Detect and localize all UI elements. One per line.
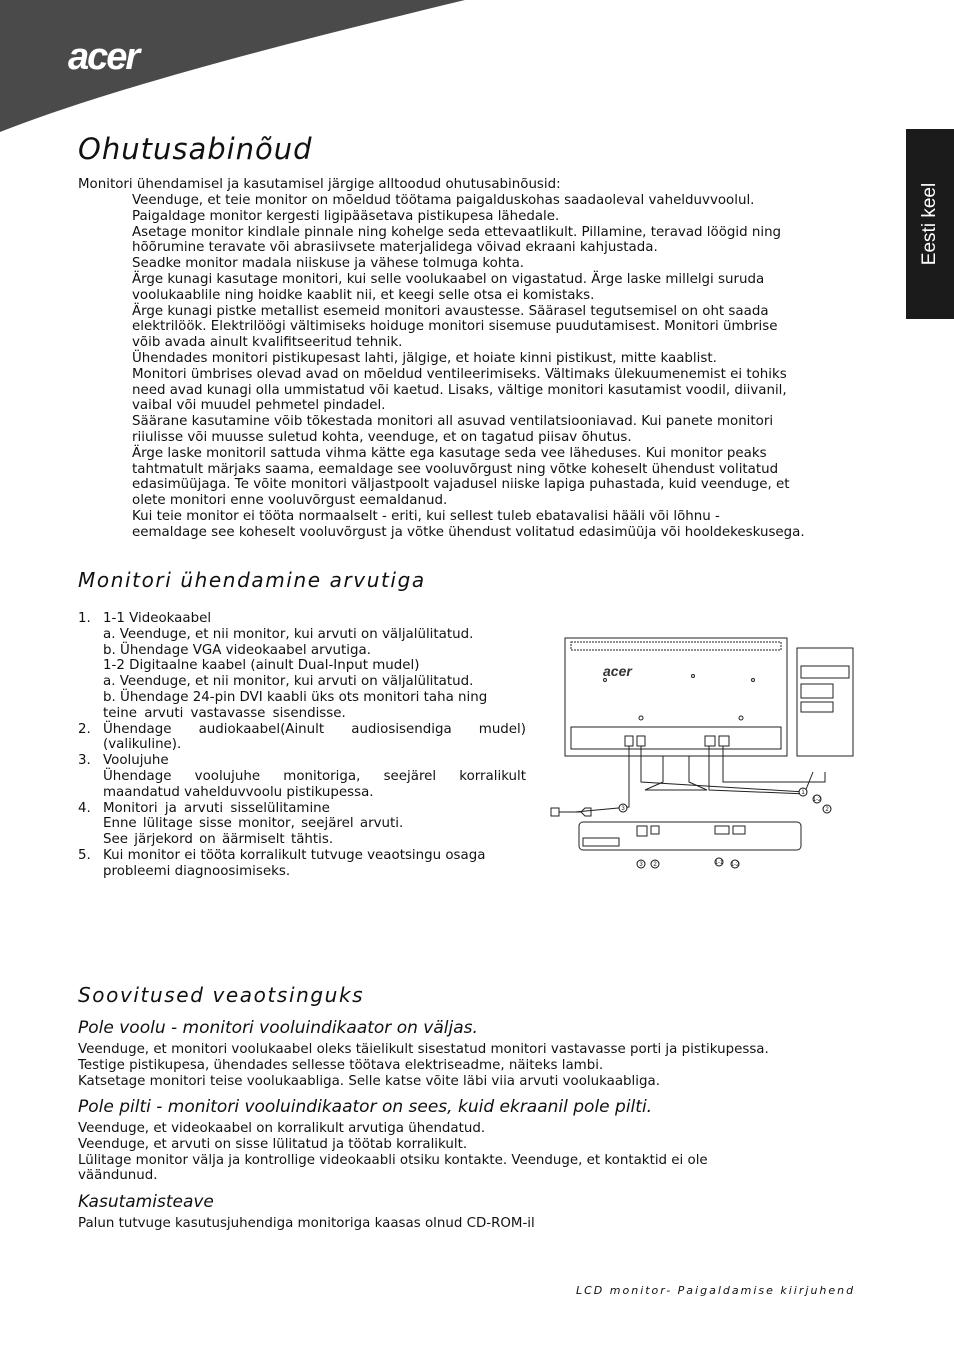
safety-line: Paigaldage monitor kergesti ligipääsetava pistikupesa lähedale.: [132, 208, 560, 224]
safety-line: hõõrumine teravate või abrasiivsete materjalidega võivad ekraani kahjustada.: [132, 240, 658, 256]
safety-intro: Monitori ühendamisel ja kasutamisel järgige alltoodud ohutusabinõusid:: [78, 177, 561, 192]
connection-diagram: [545, 632, 860, 877]
diagram-callout: 1-2: [730, 862, 740, 868]
language-tab-label: Eesti keel: [919, 182, 940, 266]
trouble-line: Veenduge, et monitori voolukaabel oleks täielikult sisestatud monitori vastavasse porti ja pistikupessa.: [78, 1042, 769, 1057]
page-title: Ohutusabinõud: [78, 132, 313, 166]
step-number: 2.: [78, 721, 91, 737]
trouble-body-no-power: [78, 1042, 878, 1089]
step-line: a. Veenduge, et nii monitor, kui arvuti on väljalülitatud.: [103, 674, 474, 690]
step-line: probleemi diagnoosimiseks.: [103, 863, 291, 879]
safety-line: Ärge laske monitoril sattuda vihma kätte ega kasutage seda vee läheduses. Kui monitor peaks: [132, 445, 767, 461]
trouble-body-usage-info: [78, 1216, 878, 1232]
step-line: Voolujuhe: [103, 753, 169, 769]
diagram-callout: 1: [801, 790, 805, 796]
diagram-logo: acer: [603, 663, 632, 679]
step-line: b. Ühendage VGA videokaabel arvutiga.: [103, 642, 371, 658]
trouble-line: Katsetage monitori teise voolukaabliga. Selle katse võite läbi viia arvuti voolukaabliga.: [78, 1073, 660, 1089]
safety-line: elektrilöök. Elektrilöögi vältimiseks hoiduge monitori sisemuse puudutamisest. Monitori ümbrise: [132, 319, 778, 335]
safety-line: Asetage monitor kindlale pinnale ning kohelge seda ettevaatlikult. Pillamine, teravad löögid ning: [132, 224, 782, 240]
step-2: [78, 722, 526, 754]
safety-line: eemaldage see koheselt vooluvõrgust ja võtke ühendust volitatud edasimüüja või hooldekeskusega.: [132, 524, 805, 540]
connect-heading: Monitori ühendamine arvutiga: [78, 568, 426, 592]
step-4: [78, 801, 526, 848]
page-footer: LCD monitor- Paigaldamise kiirjuhend: [576, 1284, 856, 1297]
header-band: [0, 0, 954, 140]
safety-line: Ühendades monitori pistikupesast lahti, jälgige, et hoiate kinni pistikust, mitte kaablist.: [132, 350, 717, 366]
step-line: a. Veenduge, et nii monitor, kui arvuti on väljalülitatud.: [103, 626, 474, 642]
trouble-line: Veenduge, et arvuti on sisse lülitatud ja töötab korralikult.: [78, 1136, 468, 1152]
step-line: 1-1 Videokaabel: [103, 611, 212, 626]
diagram-callout: 2: [653, 862, 657, 868]
safety-line: need avad kunagi olla ummistatud või kaetud. Lisaks, vältige monitori kasutamist voodil, diivanil,: [132, 382, 787, 398]
step-number: 3.: [78, 753, 91, 769]
acer-logo: acer: [68, 36, 139, 78]
step-line: b. Ühendage 24-pin DVI kaabli üks ots monitori taha ning: [103, 689, 488, 705]
language-tab: [906, 129, 954, 319]
trouble-line: väändunud.: [78, 1168, 158, 1184]
trouble-title-usage-info: Kasutamisteave: [78, 1192, 214, 1212]
step-1: [78, 611, 526, 722]
troubleshooting-heading: Soovitused veaotsinguks: [78, 983, 365, 1007]
safety-line: olete monitori enne vooluvõrgust eemaldanud.: [132, 493, 448, 509]
step-line: Kui monitor ei tööta korralikult tutvuge veaotsingu osaga: [103, 847, 486, 863]
step-line: Ühendage voolujuhe monitoriga, seejärel korralikult: [103, 768, 526, 784]
trouble-line: Lülitage monitor välja ja kontrollige videokaabli otsiku kontakte. Veenduge, et kontaktid ei ole: [78, 1152, 708, 1168]
trouble-title-no-picture: Pole pilti - monitori vooluindikaator on sees, kuid ekraanil pole pilti.: [78, 1097, 653, 1117]
safety-line: tahtmatult märjaks saama, eemaldage see vooluvõrgust ning võtke koheselt ühendust volitatud: [132, 461, 779, 477]
safety-line: Kui teie monitor ei tööta normaalselt - eriti, kui sellest tuleb ebatavalisi hääli või lõhnu -: [132, 508, 720, 524]
diagram-callout: 3: [639, 862, 643, 868]
diagram-callout: 1-2: [812, 797, 822, 803]
trouble-line: Veenduge, et videokaabel on korralikult arvutiga ühendatud.: [78, 1121, 486, 1136]
step-line: Monitori ja arvuti sisselülitamine: [103, 800, 330, 816]
safety-line: edasimüüjaga. Te võite monitori väljastpoolt vajadusel niiske lapiga puhastada, kuid veenduge, et: [132, 477, 790, 493]
step-number: 5.: [78, 847, 91, 863]
step-3: [78, 753, 526, 800]
connect-steps: [78, 611, 526, 880]
step-line: Ühendage audiokaabel(Ainult audiosisendiga mudel): [103, 721, 526, 737]
safety-line: Ärge kunagi kasutage monitori, kui selle voolukaabel on vigastatud. Ärge laske millelgi suruda: [132, 271, 765, 287]
step-line: maandatud vahelduvvoolu pistikupessa.: [103, 784, 374, 800]
diagram-callout: 2: [825, 807, 829, 813]
diagram-callout: 3: [621, 806, 625, 812]
safety-list: [132, 193, 880, 541]
monitor-back: [565, 638, 787, 756]
trouble-line: Palun tutvuge kasutusjuhendiga monitoriga kaasas olnud CD-ROM-il: [78, 1216, 535, 1231]
trouble-title-no-power: Pole voolu - monitori vooluindikaator on väljas.: [78, 1018, 478, 1038]
step-line: teine arvuti vastavasse sisendisse.: [103, 705, 346, 721]
trouble-line: Testige pistikupesa, ühendades sellesse töötava elektriseadme, näiteks lambi.: [78, 1057, 604, 1073]
step-line: (valikuline).: [103, 737, 182, 753]
step-line: See järjekord on äärmiselt tähtis.: [103, 832, 334, 848]
safety-line: Seadke monitor madala niiskuse ja vähese tolmuga kohta.: [132, 256, 525, 272]
safety-line: võib avada ainult kvalifitseeritud tehnik.: [132, 335, 403, 351]
step-5: [78, 848, 526, 880]
safety-line: Ärge kunagi pistke metallist esemeid monitori avaustesse. Säärasel tegutsemisel on oht saada: [132, 303, 769, 319]
step-line: 1-2 Digitaalne kaabel (ainult Dual-Input mudel): [103, 658, 420, 674]
safety-line: Veenduge, et teie monitor on mõeldud töötama paigalduskohas saadaoleval vahelduvvoolul.: [132, 193, 755, 208]
safety-line: riiulisse või muusse suletud kohta, veenduge, et on tagatud piisav õhutus.: [132, 429, 632, 445]
step-line: Enne lülitage sisse monitor, seejärel arvuti.: [103, 816, 404, 832]
safety-line: Monitori ümbrises olevad avad on mõeldud ventileerimiseks. Vältimaks ülekuumenemist ei tohiks: [132, 366, 787, 382]
diagram-callout: 1-1: [714, 860, 724, 866]
safety-line: Säärane kasutamine võib tõkestada monitori all asuvad ventilatsiooniavad. Kui panete monitori: [132, 414, 774, 430]
safety-line: voolukaablile ning hoidke kaablit nii, et keegi selle otsa ei komistaks.: [132, 287, 595, 303]
trouble-body-no-picture: [78, 1121, 878, 1184]
step-number: 1.: [78, 611, 91, 626]
safety-line: vaibal või muudel pehmetel pindadel.: [132, 398, 386, 414]
step-number: 4.: [78, 800, 91, 816]
